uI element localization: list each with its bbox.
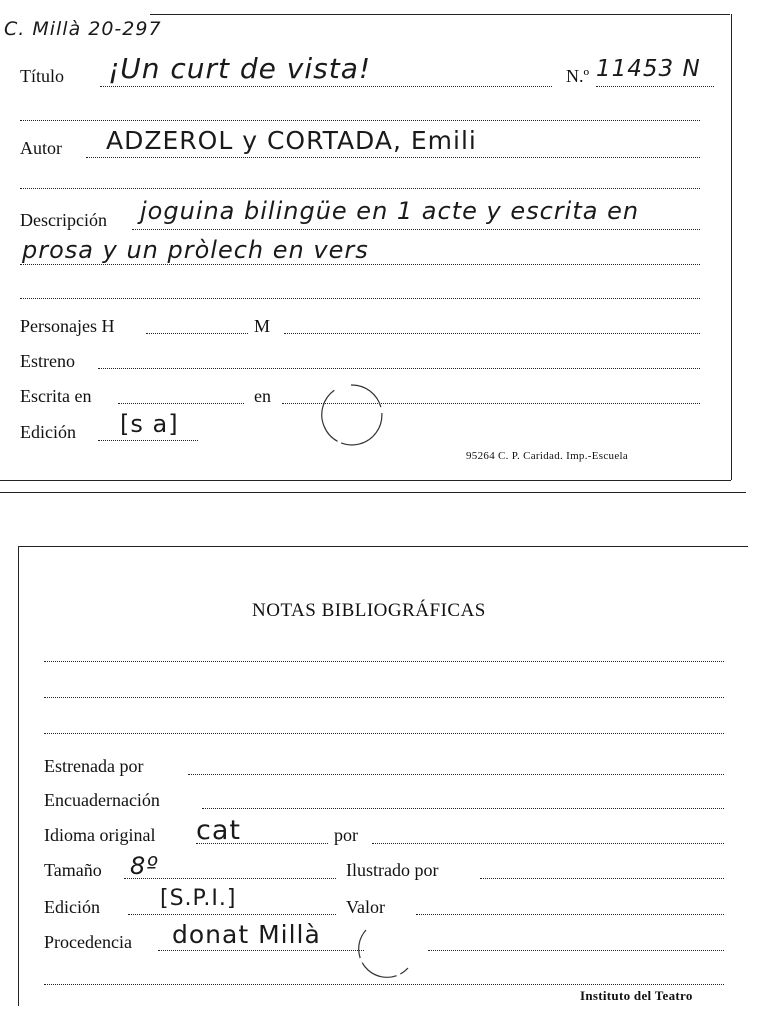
printer-note: 95264 C. P. Caridad. Imp.-Escuela — [466, 450, 629, 462]
autor-value: ADZEROL y CORTADA, Emili — [106, 126, 477, 155]
valor-line — [416, 914, 724, 915]
card1-blank-line-2 — [20, 188, 700, 189]
corner-note: C. Millà 20-297 — [4, 18, 162, 40]
personajes-m-line — [284, 333, 700, 334]
procedencia-line — [158, 950, 364, 951]
tamano-value: 8º — [130, 852, 159, 880]
escrita-en-label: en — [254, 386, 271, 406]
autor-label: Autor — [20, 138, 62, 158]
personajes-m-label: M — [254, 316, 271, 336]
descripcion-line-1 — [132, 229, 700, 230]
card1-blank-line-3 — [20, 298, 700, 299]
titulo-label: Título — [20, 66, 64, 86]
tamano-label: Tamaño — [44, 860, 102, 880]
edicion-line — [98, 440, 198, 441]
descripcion-value-line-1: joguina bilingüe en 1 acte y escrita en — [140, 197, 640, 225]
notas-heading: NOTAS BIBLIOGRÁFICAS — [252, 600, 486, 621]
personajes-label: Personajes H — [20, 316, 115, 336]
card2-left-border — [18, 546, 19, 1006]
ilustrado-line — [480, 878, 724, 879]
idioma-value: cat — [196, 815, 241, 846]
card2-top-border — [18, 546, 748, 547]
descripcion-line-2 — [20, 264, 700, 265]
card1-top-border — [150, 14, 730, 15]
personajes-h-line — [146, 333, 248, 334]
autor-line — [86, 157, 700, 158]
estreno-line — [98, 368, 700, 369]
notas-line-3 — [44, 733, 724, 734]
card-separator — [0, 492, 746, 493]
institute-footer: Instituto del Teatro — [580, 988, 693, 1003]
punch-hole-mark-2 — [358, 924, 418, 976]
encuadernacion-line — [202, 808, 724, 809]
idioma-por-label: por — [334, 825, 358, 845]
descripcion-value-line-2: prosa y un pròlech en vers — [22, 236, 369, 264]
titulo-value: ¡Un curt de vista! — [108, 52, 372, 85]
procedencia-line-2 — [428, 950, 724, 951]
edicion2-label: Edición — [44, 897, 100, 917]
idioma-por-line — [372, 843, 724, 844]
estreno-label: Estreno — [20, 351, 75, 371]
notas-bottom-line — [44, 984, 724, 985]
encuadernacion-label: Encuadernación — [44, 790, 160, 810]
card1-bottom-border — [0, 480, 731, 481]
card1-blank-line-1 — [20, 120, 700, 121]
ilustrado-label: Ilustrado por — [346, 860, 439, 880]
edicion-value: [s a] — [120, 410, 179, 438]
escrita-label: Escrita en — [20, 386, 92, 406]
numero-value: 11453 N — [596, 56, 701, 82]
valor-label: Valor — [346, 897, 385, 917]
escrita-line — [118, 403, 244, 404]
card1-right-border — [731, 14, 732, 480]
numero-label: N.º — [566, 66, 590, 86]
punch-hole-mark — [318, 382, 384, 446]
notas-line-2 — [44, 697, 724, 698]
estrenada-label: Estrenada por — [44, 756, 144, 776]
procedencia-label: Procedencia — [44, 932, 132, 952]
titulo-line — [100, 86, 552, 87]
descripcion-label: Descripción — [20, 210, 107, 230]
edicion-label: Edición — [20, 422, 76, 442]
edicion2-value: [S.P.I.] — [160, 886, 237, 911]
edicion2-line — [128, 914, 336, 915]
idioma-label: Idioma original — [44, 825, 156, 845]
notas-line-1 — [44, 661, 724, 662]
numero-line — [596, 86, 714, 87]
procedencia-value: donat Millà — [172, 920, 321, 949]
estrenada-line — [188, 774, 724, 775]
